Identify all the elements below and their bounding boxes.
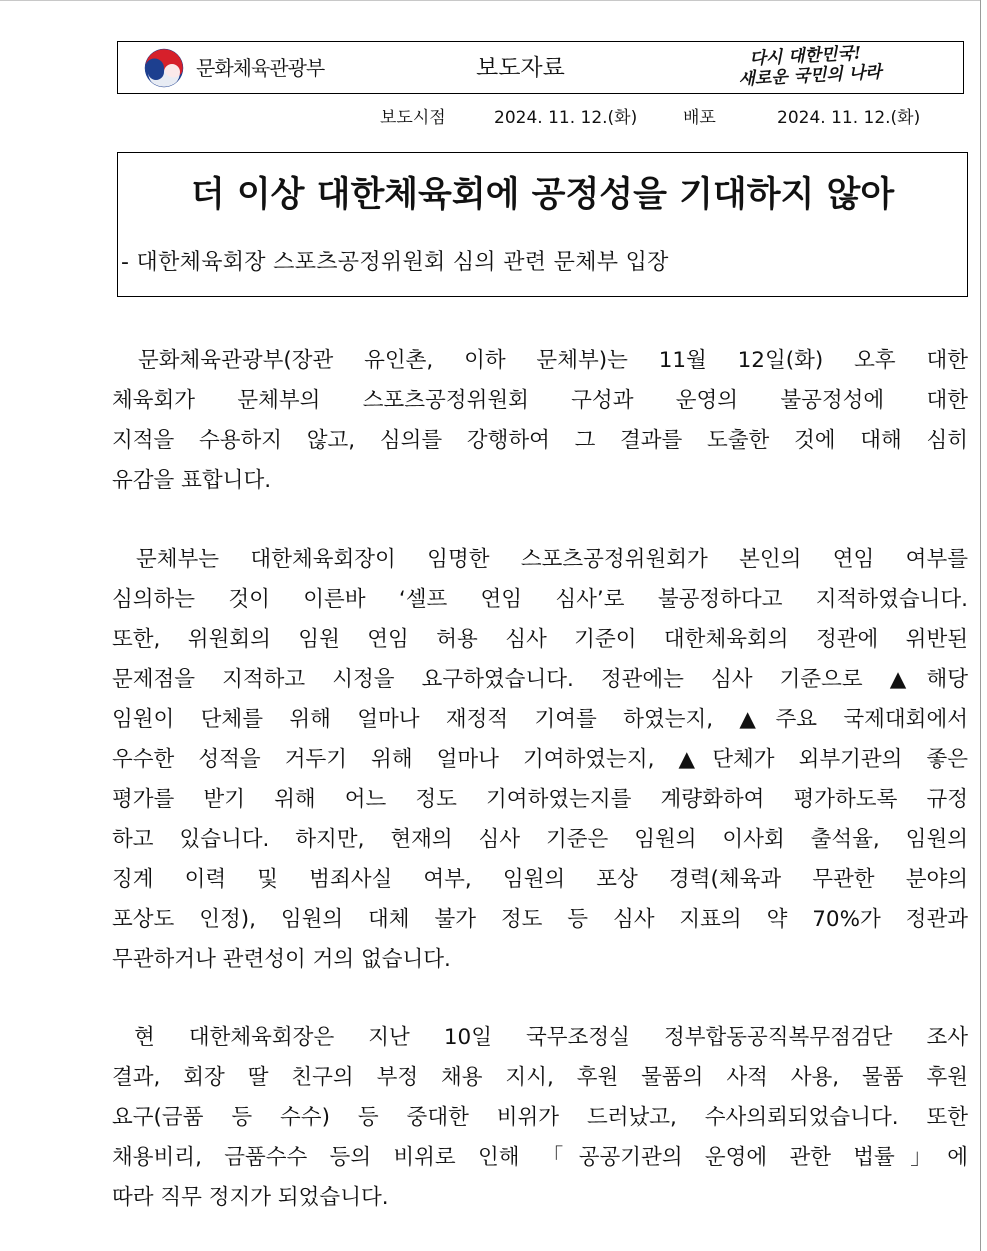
page-top-edge — [0, 0, 981, 1]
distribution-label: 배포 — [683, 108, 716, 128]
ministry-name: 문화체육관광부 — [196, 56, 325, 80]
paragraph-line: 채용비리, 금품수수 등의 비위로 인해 「공공기관의 운영에 관한 법률」에 — [112, 1145, 968, 1170]
paragraph-line: 따라 직무 정지가 되었습니다. — [112, 1185, 389, 1210]
paragraph-line: 요구(금품 등 수수) 등 중대한 비위가 드러났고, 수사의뢰되었습니다. 또한 — [112, 1105, 968, 1130]
paragraph-line: 문화체육관광부(장관 유인촌, 이하 문체부)는 11월 12일(화) 오후 대한 — [138, 348, 968, 373]
document-type: 보도자료 — [476, 55, 565, 81]
slogan-line-1: 다시 대한민국! — [748, 43, 862, 70]
body-paragraph-2 — [112, 540, 968, 980]
body-paragraph-3 — [112, 1018, 968, 1218]
page-right-edge — [980, 0, 981, 1251]
slogan-line-2: 새로운 국민의 나라 — [737, 62, 883, 90]
release-time-label: 보도시점 — [380, 108, 446, 128]
paragraph-line: 결과, 회장 딸 친구의 부정 채용 지시, 후원 물품의 사적 사용, 물품 후원 — [112, 1065, 968, 1090]
release-time-value: 2024. 11. 12.(화) — [494, 108, 638, 128]
page-title: 더 이상 대한체육회에 공정성을 기대하지 않아 — [190, 175, 895, 215]
paragraph-line: 징계 이력 및 범죄사실 여부, 임원의 포상 경력(체육과 무관한 분야의 — [112, 867, 968, 892]
body-paragraph-1 — [112, 341, 968, 501]
paragraph-line: 문체부는 대한체육회장이 임명한 스포츠공정위원회가 본인의 연임 여부를 — [136, 547, 968, 572]
distribution-value: 2024. 11. 12.(화) — [777, 108, 921, 128]
paragraph-line: 지적을 수용하지 않고, 심의를 강행하여 그 결과를 도출한 것에 대해 심히 — [112, 428, 968, 453]
ministry-taegeuk-icon — [142, 48, 186, 88]
press-header — [117, 41, 964, 94]
slogan-handwriting — [729, 40, 931, 96]
paragraph-line: 무관하거나 관련성이 거의 없습니다. — [112, 947, 451, 972]
paragraph-line: 심의하는 것이 이른바 ‘셀프 연임 심사’로 불공정하다고 지적하였습니다. — [112, 587, 968, 612]
paragraph-line: 현 대한체육회장은 지난 10일 국무조정실 정부합동공직복무점검단 조사 — [134, 1025, 968, 1050]
title-box — [117, 152, 968, 297]
paragraph-line: 체육회가 문체부의 스포츠공정위원회 구성과 운영의 불공정성에 대한 — [112, 388, 968, 413]
paragraph-line: 하고 있습니다. 하지만, 현재의 심사 기준은 임원의 이사회 출석율, 임원의 — [112, 827, 968, 852]
paragraph-line: 포상도 인정), 임원의 대체 불가 정도 등 심사 지표의 약 70%가 정관과 — [112, 907, 968, 932]
paragraph-line: 평가를 받기 위해 어느 정도 기여하였는지를 계량화하여 평가하도록 규정 — [112, 787, 968, 812]
paragraph-line: 또한, 위원회의 임원 연임 허용 심사 기준이 대한체육회의 정관에 위반된 — [112, 627, 968, 652]
paragraph-line: 우수한 성적을 거두기 위해 얼마나 기여하였는지, ▲단체가 외부기관의 좋은 — [112, 747, 968, 772]
paragraph-line: 문제점을 지적하고 시정을 요구하였습니다. 정관에는 심사 기준으로 ▲해당 — [112, 667, 968, 692]
paragraph-line: 임원이 단체를 위해 얼마나 재정적 기여를 하였는지, ▲주요 국제대회에서 — [112, 707, 968, 732]
paragraph-line: 유감을 표합니다. — [112, 468, 272, 493]
page-subtitle: - 대한체육회장 스포츠공정위원회 심의 관련 문체부 입장 — [121, 250, 669, 275]
